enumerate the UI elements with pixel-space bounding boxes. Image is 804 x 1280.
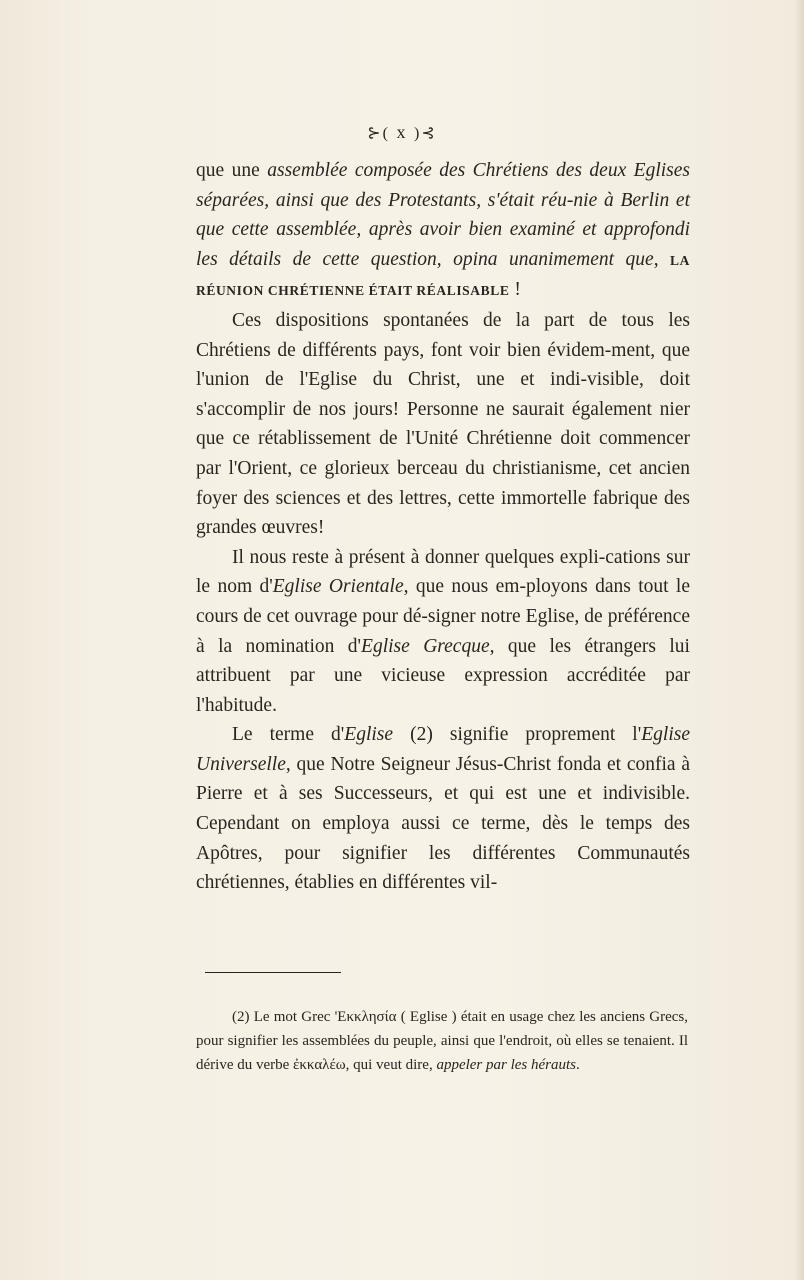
right-ornament: )⊰ <box>414 125 437 142</box>
main-text <box>196 156 690 898</box>
paragraph-4-text-b: (2) signifie proprement l' <box>393 724 642 746</box>
footnote-rule <box>205 972 341 973</box>
footnote-paragraph <box>196 1005 688 1077</box>
paragraph-4-italic-b: Eglise Universelle <box>196 724 690 775</box>
paragraph-3-text-c: , que les étrangers lui attribuent par une vicieuse expression accréditée par l'habitude. <box>196 635 690 716</box>
page-header <box>0 122 804 143</box>
paragraph-1-smallcaps: LA RÉUNION CHRÉTIENNE ÉTAIT RÉALISABLE <box>196 252 691 299</box>
footnote-text-b: . <box>576 1057 580 1073</box>
paragraph-3 <box>196 543 690 721</box>
paragraph-1-italic: assemblée composée des Chrétiens des deux Eglises séparées, ainsi que des Protestants, s'était réu-nie à Berlin et que cette assemblée, après avoir bien examiné et approfondi les détails de cette question, opina unanimement que <box>196 160 691 270</box>
footnote-italic: appeler par les hérauts <box>436 1057 577 1073</box>
paragraph-3-italic-b: Eglise Grecque <box>361 635 490 657</box>
paragraph-3-text-b: , que nous em-ployons dans tout le cours de cet ouvrage pour dé-signer notre Eglise, de préférence à la nomination d' <box>196 576 690 657</box>
paragraph-1-comma: , <box>653 248 671 270</box>
footnote <box>196 1005 688 1077</box>
paragraph-1 <box>196 156 690 306</box>
left-ornament: ⊱( <box>367 125 390 142</box>
paragraph-3-italic-a: Eglise Orientale <box>272 576 404 598</box>
paragraph-4 <box>196 720 690 898</box>
paragraph-4-italic-a: Eglise <box>344 724 394 746</box>
paragraph-1-text: que une <box>196 160 268 181</box>
paragraph-2: Ces dispositions spontanées de la part de tous les Chrétiens de différents pays, font voir bien évidem-ment, que l'union de l'Eglise du Christ, une et indi-visible, doit s'accomplir de nos jours! Personne ne saurait également nier que ce rétablissement de l'Unité Chrétienne doit commencer par l'Orient, ce glorieux berceau du christianisme, cet ancien foyer des sciences et des lettres, cette immortelle fabrique des grandes œuvres! <box>196 309 690 539</box>
paragraph-4-text-a: Le terme d' <box>232 724 345 746</box>
page-number: x <box>396 122 408 142</box>
page-edge-shadow <box>794 0 804 1280</box>
footnote-text-a: (2) Le mot Grec 'Εκκλησία ( Eglise ) était en usage chez les anciens Grecs, pour signifier les assemblées du peuple, ainsi que l'endroit, où elles se tenaient. Il dérive du verbe ἐκκαλέω, qui veut dire, <box>196 1009 688 1073</box>
paragraph-4-text-c: , que Notre Seigneur Jésus-Christ fonda et confia à Pierre et à ses Successeurs, et qui est une et indivisible. Cependant on employa aussi ce terme, dès le temps des Apôtres, pour signifier les différentes Communautés chrétiennes, établies en différentes vil- <box>196 753 690 894</box>
paragraph-3-text-a: Il nous reste à présent à donner quelques expli-cations sur le nom d' <box>196 546 690 598</box>
paragraph-1-end: ! <box>509 279 521 301</box>
